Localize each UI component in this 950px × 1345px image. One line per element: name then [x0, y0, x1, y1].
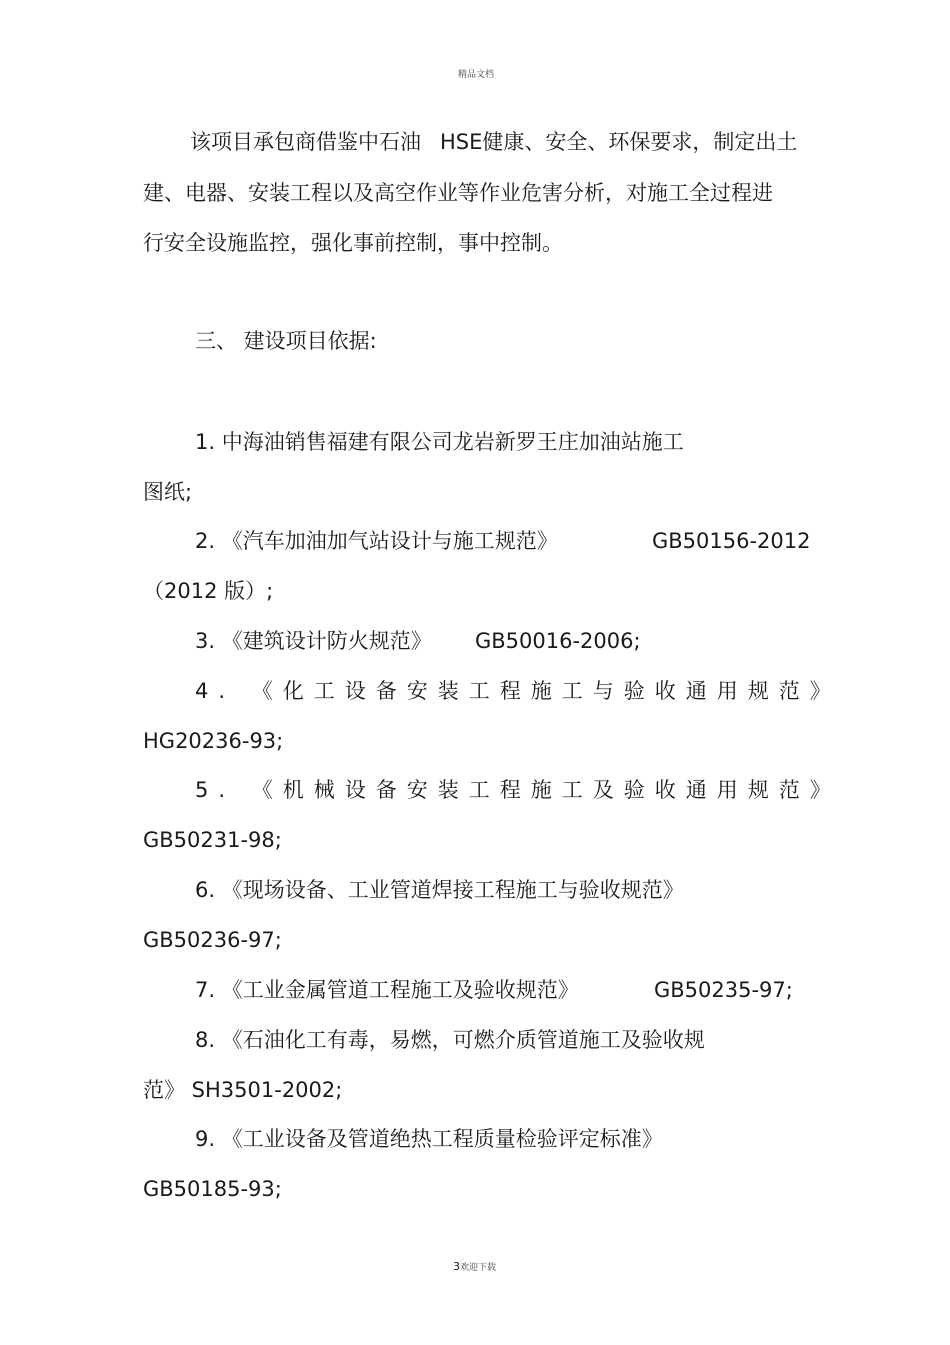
- intro-line-3: 行安全设施监控，强化事前控制，事中控制。: [143, 231, 563, 255]
- page-footer: [453, 1255, 496, 1274]
- item-8-text: 8. 《石油化工有毒，易燃，可燃介质管道施工及验收规: [195, 1028, 705, 1052]
- item-9-text: 9. 《工业设备及管道绝热工程质量检验评定标准》: [195, 1127, 663, 1151]
- intro-line-1a: 该项目承包商借鉴中石油: [190, 130, 421, 154]
- intro-line-1b: HSE健康、安全、环保要求，制定出土: [440, 130, 798, 154]
- item-7-code: GB50235-97;: [654, 978, 793, 1002]
- item-6-text: 6. 《现场设备、工业管道焊接工程施工与验收规范》: [195, 878, 684, 902]
- item-1-continuation: 图纸;: [143, 480, 193, 504]
- item-8-continuation: 范》 SH3501-2002;: [143, 1078, 343, 1102]
- page-number: 3: [453, 1260, 460, 1273]
- section-heading: 三、 建设项目依据:: [195, 329, 377, 353]
- item-2-continuation: （2012 版）;: [143, 579, 274, 603]
- item-4-text: 4. 《化工设备安装工程施工与验收通用规范》: [195, 679, 841, 703]
- header-watermark: 精品文档: [458, 70, 495, 80]
- item-6-code: GB50236-97;: [143, 928, 282, 952]
- item-1-text: 1. 中海油销售福建有限公司龙岩新罗王庄加油站施工: [195, 430, 684, 454]
- item-2-code: GB50156-2012: [652, 529, 811, 553]
- item-9-code: GB50185-93;: [143, 1177, 282, 1201]
- intro-line-2: 建、电器、安装工程以及高空作业等作业危害分析，对施工全过程进: [143, 181, 773, 205]
- item-5-text: 5. 《机械设备安装工程施工及验收通用规范》: [195, 778, 841, 802]
- footer-text: 欢迎下载: [460, 1263, 497, 1273]
- item-3-text: 3. 《建筑设计防火规范》: [195, 629, 432, 653]
- item-3-code: GB50016-2006;: [475, 629, 641, 653]
- item-4-code: HG20236-93;: [143, 729, 284, 753]
- item-7-text: 7. 《工业金属管道工程施工及验收规范》: [195, 978, 579, 1002]
- item-5-code: GB50231-98;: [143, 828, 282, 852]
- item-2-text: 2. 《汽车加油加气站设计与施工规范》: [195, 529, 558, 553]
